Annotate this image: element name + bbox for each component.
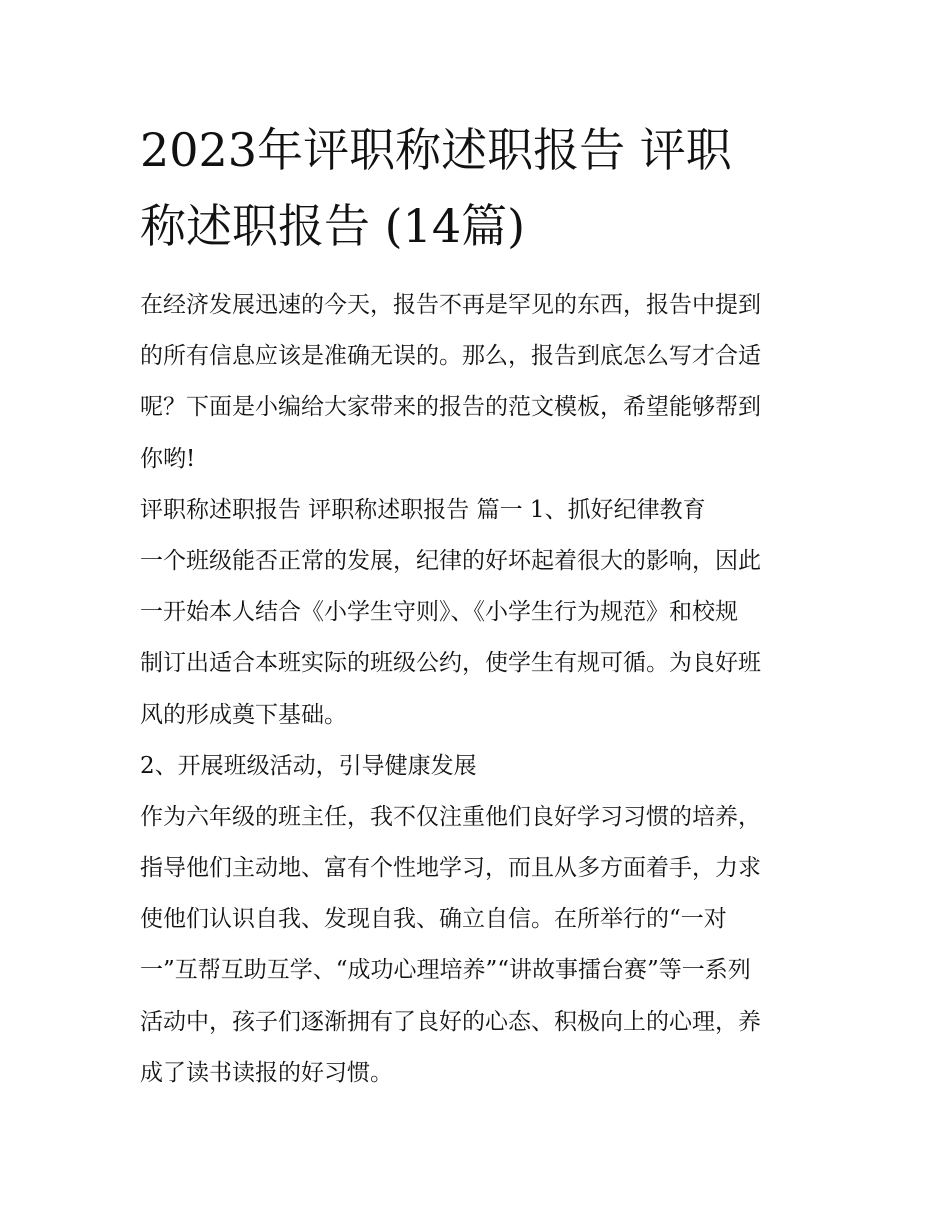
body-line: 一”互帮互助互学、“成功心理培养”“讲故事擂台赛”等一系列	[140, 957, 751, 984]
body-line: 你哟!	[140, 445, 196, 472]
body-line: 指导他们主动地、富有个性地学习，而且从多方面着手，力求	[140, 855, 761, 882]
body-line: 成了读书读报的好习惯。	[140, 1059, 393, 1086]
body-line: 风的形成奠下基础。	[140, 701, 347, 728]
document-title	[140, 112, 820, 264]
body-line: 作为六年级的班主任，我不仅注重他们良好学习习惯的培养，	[140, 803, 761, 830]
body-line: 的所有信息应该是准确无误的。那么，报告到底怎么写才合适	[140, 343, 761, 370]
body-line: 一个班级能否正常的发展，纪律的好坏起着很大的影响，因此	[140, 547, 761, 574]
section-heading-line: 评职称述职报告 评职称述职报告 篇一 1、抓好纪律教育	[140, 496, 706, 523]
body-line: 制订出适合本班实际的班级公约，使学生有规可循。为良好班	[140, 650, 761, 677]
body-line: 活动中，孩子们逐渐拥有了良好的心态、积极向上的心理，养	[140, 1008, 761, 1035]
title-line: 称述职报告 (14篇)	[140, 199, 526, 253]
section-heading-line: 2、开展班级活动，引导健康发展	[140, 752, 477, 779]
body-line: 呢？下面是小编给大家带来的报告的范文模板，希望能够帮到	[140, 394, 761, 421]
document-body	[140, 280, 820, 1099]
body-line: 在经济发展迅速的今天，报告不再是罕见的东西，报告中提到	[140, 292, 761, 318]
body-line: 使他们认识自我、发现自我、确立自信。在所举行的“一对	[140, 906, 727, 933]
body-line: 一开始本人结合《小学生守则》、《小学生行为规范》和校规	[140, 599, 738, 626]
title-line: 2023年评职称述职报告 评职	[140, 123, 732, 177]
